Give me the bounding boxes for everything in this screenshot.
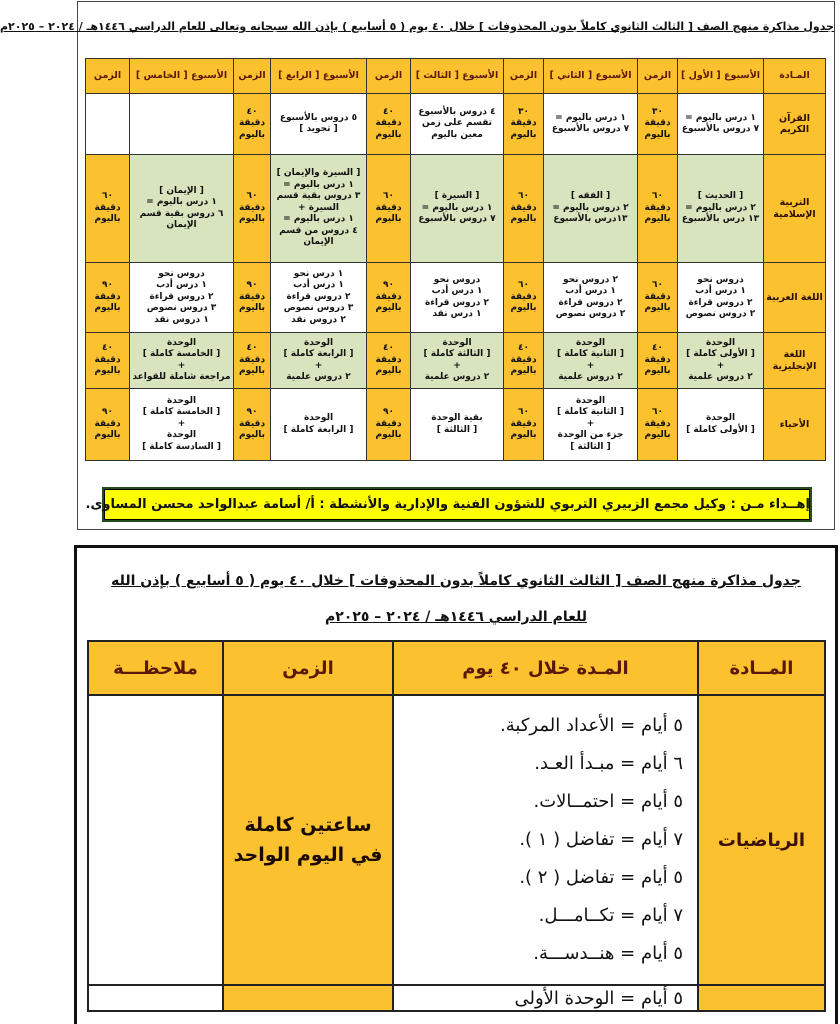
math-schedule-document [74,545,838,1024]
duration-item: ٦ أيام = مبـدأ العـد. [534,753,683,774]
duration-item: ٥ أيام = الوحدة الأولى [514,988,683,1009]
header-week1: الأسبوع [ الأول ] [678,59,764,94]
row-islamic-education [86,155,826,263]
arabic-week2-time: ٦٠ دقيقة باليوم [504,263,544,333]
quran-week2-plan: ١ درس باليوم = ٧ دروس بالأسبوع [544,94,638,155]
duration-table [87,640,826,1012]
duration-item: ٥ أيام = تفاضل ( ٢ ). [519,867,683,888]
document-title [0,19,834,35]
quran-week4-time: ٤٠ دقيقة باليوم [234,94,271,155]
row-english [86,333,826,389]
arabic-week5-plan: دروس نحو ١ درس أدب ٢ دروس قراءة ٣ دروس نصوص ١ دروس نقد [130,263,234,333]
subject-english: اللغة الإنجليزية [764,333,826,389]
header-subject: المــادة [698,641,825,695]
duration-item: ٥ أيام = الأعداد المركبة. [500,715,683,736]
row-biology [86,389,826,461]
english-week2-time: ٤٠ دقيقة باليوم [504,333,544,389]
arabic-week4-plan: ١ درس نحو ١ درس أدب ٢ دروس قراءة ٣ دروس نصوص ٢ دروس نقد [271,263,367,333]
table-header-row [86,59,826,94]
header-time: الزمن [223,641,393,695]
quran-week1-time: ٣٠ دقيقة باليوم [638,94,678,155]
quran-week3-plan: ٤ دروس بالأسبوع تقسم على زمن معين باليوم [411,94,504,155]
biology-week5-time: ٩٠ دقيقة باليوم [86,389,130,461]
weekly-schedule-table [85,58,826,461]
islamic-week1-time: ٦٠ دقيقة باليوم [638,155,678,263]
biology-week1-plan: الوحدة [ الأولى كاملة ] [678,389,764,461]
duration-item: ٧ أيام = تكــامـــل. [538,905,683,926]
header-time: الزمن [367,59,411,94]
islamic-week2-time: ٦٠ دقيقة باليوم [504,155,544,263]
row-quran [86,94,826,155]
header-week4: الأسبوع [ الرابع ] [271,59,367,94]
arabic-week1-time: ٦٠ دقيقة باليوم [638,263,678,333]
subject-arabic: اللغة العربية [764,263,826,333]
english-week5-plan: الوحدة [ الخامسة كاملة ] + مراجعة شاملة للقواعد [130,333,234,389]
arabic-week3-time: ٩٠ دقيقة باليوم [367,263,411,333]
english-week5-time: ٤٠ دقيقة باليوم [86,333,130,389]
islamic-week4-plan: [ السيرة والإيمان ] ١ درس باليوم = ٣ دروس بقية قسم السيرة + ١ درس باليوم = ٤ دروس من قسم الإيمان [271,155,367,263]
quran-week5-plan [130,94,234,155]
document-title-text: جدول مذاكرة منهج الصف [ الثالث الثانوي كاملاً بدون المحذوفات ] خلال ٤٠ يوم ( ٥ أسابيع ) بإذن الله سبحانه وتعالى للعام الدراسي ١٤٤٦هـ / ٢٠٢٤ – ٢٠٢٥م [0,20,834,33]
biology-week5-plan: الوحدة [ الخامسة كاملة ] + الوحدة [ السادسة كاملة ] [130,389,234,461]
header-week2: الأسبوع [ الثاني ] [544,59,638,94]
biology-week2-time: ٦٠ دقيقة باليوم [504,389,544,461]
subject-islamic-education: التربية الإسلامية [764,155,826,263]
subject-next [698,985,825,1011]
english-week1-plan: الوحدة [ الأولى كاملة ] + ٢ دروس علمية [678,333,764,389]
row-next-subject [88,985,825,1011]
document-title-line1: جدول مذاكرة منهج الصف [ الثالث الثانوي كاملاً بدون المحذوفات ] خلال ٤٠ يوم ( ٥ أسابيع ) بإذن الله [111,573,801,589]
row-mathematics [88,695,825,985]
header-time: الزمن [638,59,678,94]
quran-week4-plan: ٥ دروس بالأسبوع [ تجويد ] [271,94,367,155]
header-week3: الأسبوع [ الثالث ] [411,59,504,94]
biology-week3-plan: بقية الوحدة [ الثالثة ] [411,389,504,461]
quran-week3-time: ٤٠ دقيقة باليوم [367,94,411,155]
header-duration: المـدة خلال ٤٠ يوم [393,641,698,695]
arabic-week4-time: ٩٠ دقيقة باليوم [234,263,271,333]
subject-mathematics: الرياضيات [698,695,825,985]
header-time: الزمن [504,59,544,94]
subject-biology: الأحياء [764,389,826,461]
islamic-week4-time: ٦٠ دقيقة باليوم [234,155,271,263]
biology-week4-plan: الوحدة [ الرابعة كاملة ] [271,389,367,461]
english-week2-plan: الوحدة [ الثانية كاملة ] + ٢ دروس علمية [544,333,638,389]
weekly-schedule-document [0,1,835,530]
english-week3-time: ٤٠ دقيقة باليوم [367,333,411,389]
english-week4-time: ٤٠ دقيقة باليوم [234,333,271,389]
islamic-week1-plan: [ الحديث ] ٢ درس باليوم = ١٣ درس بالأسبوع [678,155,764,263]
document-title-line2: للعام الدراسي ١٤٤٦هـ / ٢٠٢٤ – ٢٠٢٥م [324,609,587,625]
islamic-week2-plan: [ الفقه ] ٢ دروس باليوم = ١٣درس بالأسبوع [544,155,638,263]
islamic-week5-time: ٦٠ دقيقة باليوم [86,155,130,263]
biology-week2-plan: الوحدة [ الثانية كاملة ] + جزء من الوحدة [ الثالثة ] [544,389,638,461]
header-week5: الأسبوع [ الخامس ] [130,59,234,94]
quran-week2-time: ٣٠ دقيقة باليوم [504,94,544,155]
document-title [77,570,835,592]
duration-item: ٧ أيام = تفاضل ( ١ ). [519,829,683,850]
mathematics-note [88,695,223,985]
header-time: الزمن [234,59,271,94]
quran-week1-plan: ١ درس باليوم = ٧ دروس بالأسبوع [678,94,764,155]
islamic-week3-plan: [ السيرة ] ١ درس باليوم = ٧ دروس بالأسبوع [411,155,504,263]
header-note: ملاحظـــة [88,641,223,695]
english-week1-time: ٤٠ دقيقة باليوم [638,333,678,389]
english-week4-plan: الوحدة [ الرابعة كاملة ] + ٢ دروس علمية [271,333,367,389]
row-arabic [86,263,826,333]
duration-list [393,985,698,1011]
english-week3-plan: الوحدة [ الثالثة كاملة ] + ٢ دروس علمية [411,333,504,389]
islamic-week3-time: ٦٠ دقيقة باليوم [367,155,411,263]
header-time: الزمن [86,59,130,94]
dedication-banner: إهــداء مـن : وكيل مجمع الزبيري التربوي للشؤون الفنية والإدارية والأنشطة : أ/ أسامة عبدالواحد محسن المساوى. [102,487,812,522]
next-note [88,985,223,1011]
biology-week1-time: ٦٠ دقيقة باليوم [638,389,678,461]
arabic-week5-time: ٩٠ دقيقة باليوم [86,263,130,333]
biology-week3-time: ٩٠ دقيقة باليوم [367,389,411,461]
mathematics-time: ساعتين كاملة في اليوم الواحد [223,695,393,985]
duration-list [393,695,698,985]
quran-week5-time [86,94,130,155]
duration-item: ٥ أيام = احتمــالات. [533,791,683,812]
biology-week4-time: ٩٠ دقيقة باليوم [234,389,271,461]
subject-quran: القرآن الكريم [764,94,826,155]
duration-item: ٥ أيام = هنــدســـة. [533,943,683,964]
arabic-week1-plan: دروس نحو ١ درس أدب ٢ دروس قراءة ٢ دروس نصوص [678,263,764,333]
arabic-week2-plan: ٢ دروس نحو ١ درس أدب ٢ دروس قراءة ٢ دروس نصوص [544,263,638,333]
next-time [223,985,393,1011]
table-header-row [88,641,825,695]
document-subtitle [77,606,835,628]
header-subject: المـادة [764,59,826,94]
islamic-week5-plan: [ الإيمان ] ١ درس باليوم = ٦ دروس بقية قسم الإيمان [130,155,234,263]
arabic-week3-plan: دروس نحو ١ درس أدب ٢ دروس قراءة ١ درس نقد [411,263,504,333]
